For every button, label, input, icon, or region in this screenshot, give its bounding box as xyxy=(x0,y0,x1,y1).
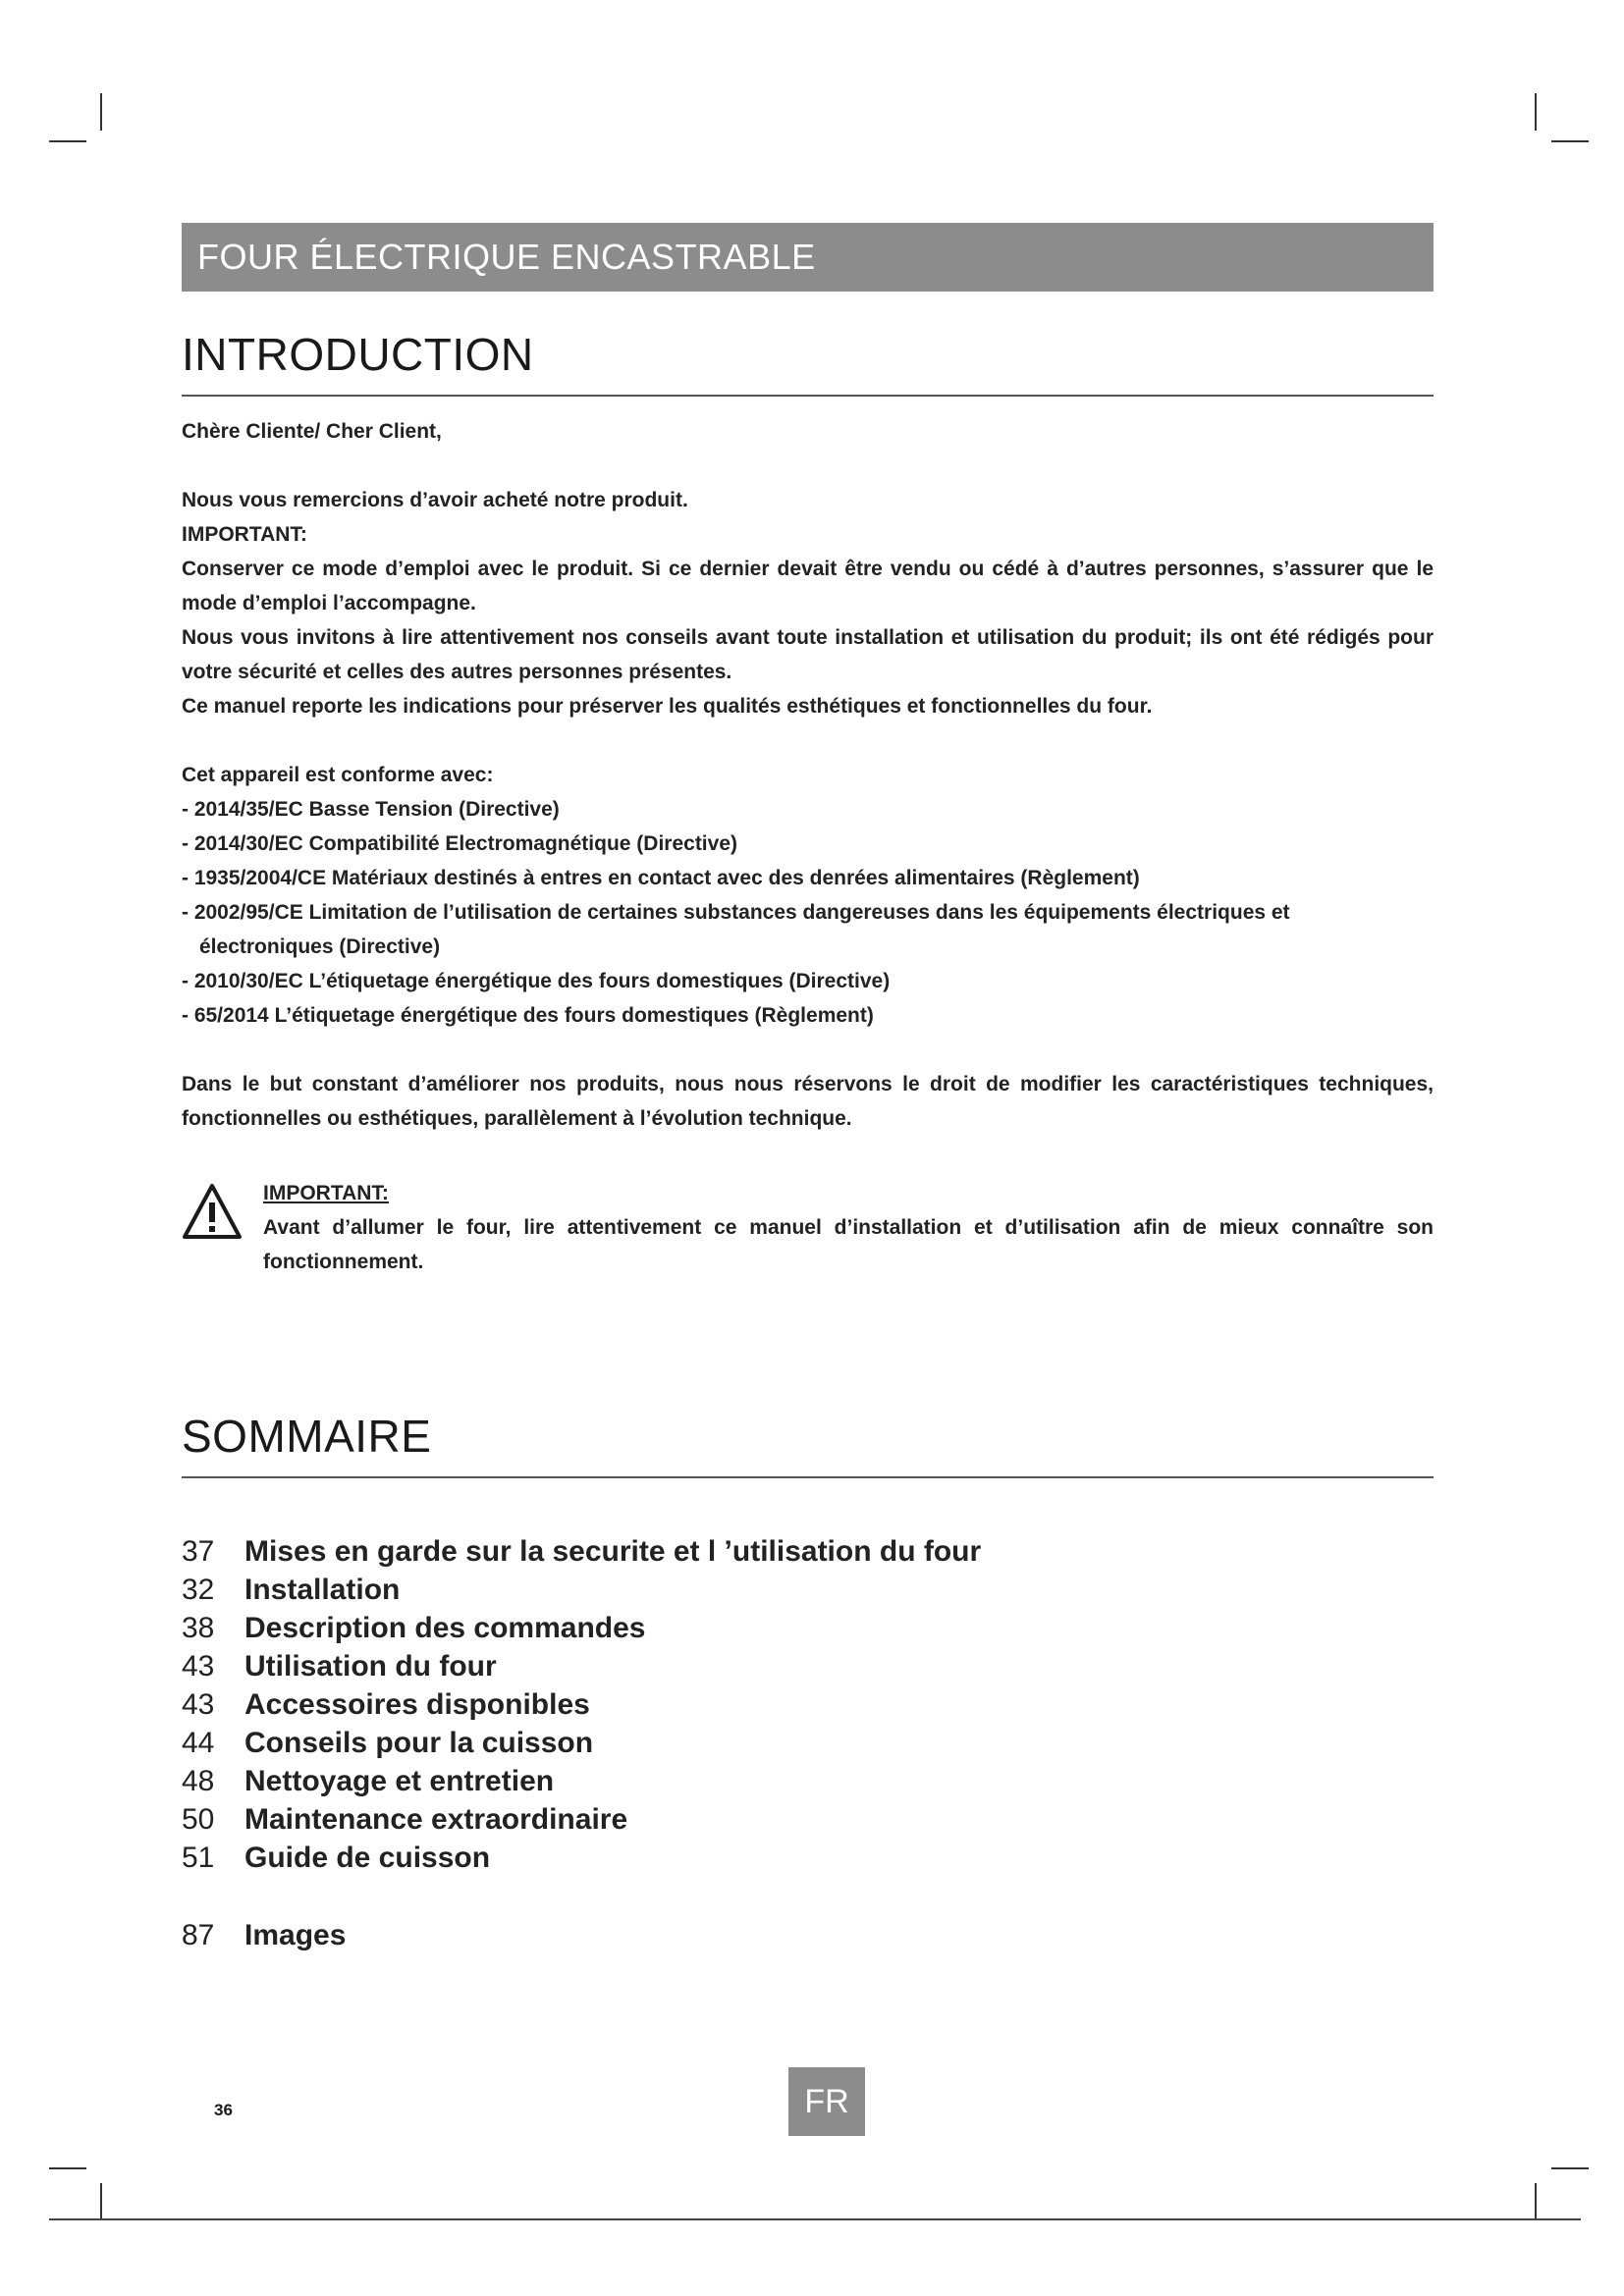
directive-item: - 2014/30/EC Compatibilité Electromagnétique (Directive) xyxy=(182,832,737,855)
toc-item[interactable] xyxy=(182,1571,1065,1609)
toc-title: Guide de cuisson xyxy=(244,1842,491,1874)
warning-text: Avant d’allumer le four, lire attentivement ce manuel d’installation et d’utilisation afin de mieux connaître son fonctionnement. xyxy=(263,1216,1434,1273)
introduction-heading: INTRODUCTION xyxy=(182,329,534,380)
page-number: 36 xyxy=(214,2101,233,2119)
toc-item[interactable] xyxy=(182,1762,1065,1800)
thanks-text: Nous vous remercions d’avoir acheté notre produit. xyxy=(182,489,688,511)
crop-mark xyxy=(100,93,102,131)
toc-item[interactable] xyxy=(182,1839,1065,1877)
toc-title: Accessoires disponibles xyxy=(244,1688,590,1721)
paragraph-manual-content: Ce manuel reporte les indications pour préserver les qualités esthétiques et fonctionnelles du four. xyxy=(182,695,1153,718)
bottom-rule xyxy=(49,2218,1581,2220)
heading-rule xyxy=(182,395,1434,397)
directive-item: - 2014/35/EC Basse Tension (Directive) xyxy=(182,798,560,821)
improvement-note: Dans le but constant d’améliorer nos produits, nous nous réservons le droit de modifier les caractéristiques techniques, fonctionnelles ou esthétiques, parallèlement à l’évolution technique. xyxy=(182,1073,1434,1130)
toc-page: 44 xyxy=(182,1727,215,1759)
paragraph-keep-manual: Conserver ce mode d’emploi avec le produit. Si ce dernier devait être vendu ou cédé à d’autres personnes, s’assurer que le mode d’emploi l’accompagne. xyxy=(182,558,1434,614)
toc-page: 37 xyxy=(182,1535,215,1568)
directive-item: - 1935/2004/CE Matériaux destinés à entres en contact avec des denrées alimentaires (Règlement) xyxy=(182,867,1140,889)
conformity-intro: Cet appareil est conforme avec: xyxy=(182,764,494,786)
toc-title: Images xyxy=(244,1919,347,1951)
directive-item: - 2010/30/EC L’étiquetage énergétique des fours domestiques (Directive) xyxy=(182,970,891,992)
toc-title: Conseils pour la cuisson xyxy=(244,1727,594,1759)
crop-mark xyxy=(1535,2183,1537,2220)
warning-triangle-icon xyxy=(182,1183,243,1240)
toc-item[interactable] xyxy=(182,1532,1065,1571)
toc-page: 38 xyxy=(182,1612,215,1644)
table-of-contents xyxy=(182,1532,1065,1954)
introduction-body xyxy=(182,414,1434,1136)
toc-item[interactable] xyxy=(182,1916,1065,1954)
warning-block xyxy=(263,1176,1434,1279)
directive-item: - 65/2014 L’étiquetage énergétique des fours domestiques (Règlement) xyxy=(182,1004,874,1027)
crop-mark xyxy=(1551,2167,1589,2169)
summary-heading: SOMMAIRE xyxy=(182,1411,432,1462)
toc-title: Nettoyage et entretien xyxy=(244,1765,555,1797)
toc-title: Maintenance extraordinaire xyxy=(244,1803,628,1836)
toc-title: Description des commandes xyxy=(244,1612,646,1644)
directive-item: - 2002/95/CE Limitation de l’utilisation de certaines substances dangereuses dans les équipements électriques et xyxy=(182,901,1290,924)
crop-mark xyxy=(49,2167,86,2169)
toc-item[interactable] xyxy=(182,1800,1065,1839)
toc-page: 50 xyxy=(182,1803,215,1836)
language-badge: FR xyxy=(788,2067,865,2136)
paragraph-read-advice: Nous vous invitons à lire attentivement nos conseils avant toute installation et utilisation du produit; ils ont été rédigés pour votre sécurité et celles des autres personnes présentes. xyxy=(182,626,1434,683)
warning-label: IMPORTANT: xyxy=(263,1182,389,1204)
greeting: Chère Cliente/ Cher Client, xyxy=(182,420,442,443)
directive-item: électroniques (Directive) xyxy=(199,935,441,958)
crop-mark xyxy=(49,140,86,142)
important-label: IMPORTANT: xyxy=(182,523,307,546)
product-banner: FOUR ÉLECTRIQUE ENCASTRABLE xyxy=(182,223,1434,292)
toc-page: 43 xyxy=(182,1688,215,1721)
toc-page: 48 xyxy=(182,1765,215,1797)
toc-page: 43 xyxy=(182,1650,215,1682)
toc-item[interactable] xyxy=(182,1647,1065,1685)
crop-mark xyxy=(1535,93,1537,131)
toc-page: 32 xyxy=(182,1574,215,1606)
toc-title: Mises en garde sur la securite et l ’utilisation du four xyxy=(244,1535,982,1568)
toc-title: Installation xyxy=(244,1574,401,1606)
toc-item[interactable] xyxy=(182,1609,1065,1647)
toc-item[interactable] xyxy=(182,1724,1065,1762)
heading-rule xyxy=(182,1476,1434,1478)
toc-item[interactable] xyxy=(182,1685,1065,1724)
toc-page: 51 xyxy=(182,1842,215,1874)
toc-title: Utilisation du four xyxy=(244,1650,497,1682)
crop-mark xyxy=(100,2183,102,2220)
crop-mark xyxy=(1551,140,1589,142)
toc-page: 87 xyxy=(182,1919,215,1951)
